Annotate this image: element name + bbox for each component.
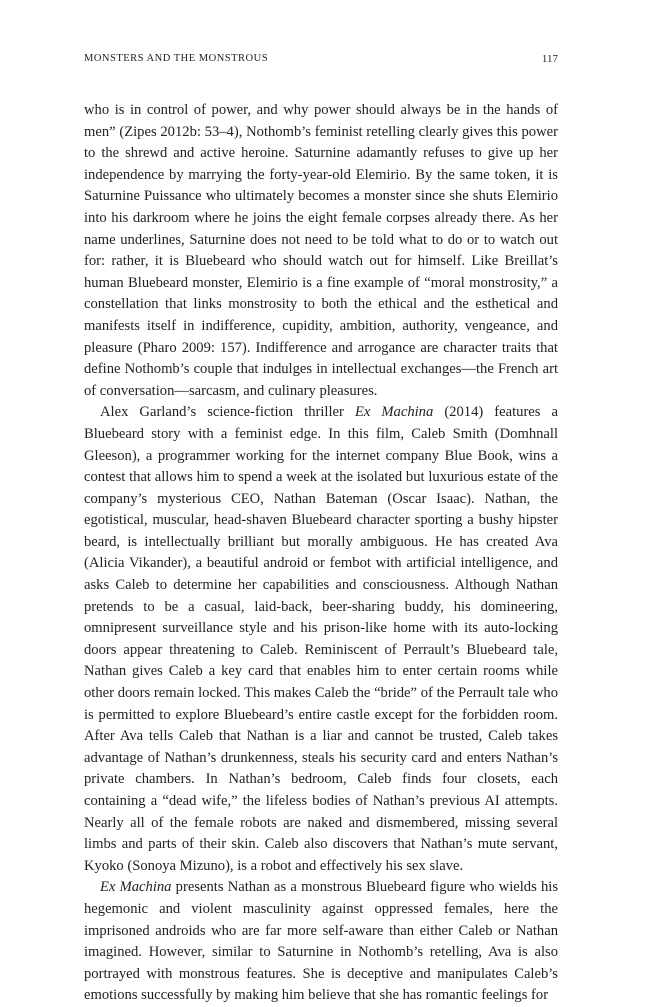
paragraph-2 (84, 402, 558, 877)
paragraph-3-rest: presents Nathan as a monstrous Bluebeard figure who wields his hegemonic and violent masculinity against oppressed females, here the imprisoned androids who are far more self-aware than either Caleb or Nathan imagined. However, similar to Saturnine in Nothomb’s retelling, Ava is also portrayed with monstrous features. She is deceptive and manipulates Caleb’s emotions successfully by making him believe that she has romantic feelings for (84, 879, 559, 1004)
paragraph-2-rest: (2014) features a Bluebeard story with a feminist edge. In this film, Caleb Smith (Domhnall Gleeson), a programmer working for the internet company Blue Book, wins a contest that allows him to spend a week at the isolated but luxurious estate of the company’s mysterious CEO, Nathan Bateman (Oscar Isaac). Nathan, the egotistical, muscular, head-shaven Bluebeard character sporting a bushy hipster beard, is intellectually brilliant but morally ambiguous. He has created Ava (Alicia Vikander), a beautiful android or fembot with artificial intelligence, and asks Caleb to determine her capabilities and consciousness. Although Nathan pretends to be a casual, laid-back, beer-sharing buddy, his domineering, omnipresent surveillance style and his prison-like home with its auto-locking doors appear threatening to Caleb. Reminiscent of Perrault’s Bluebeard tale, Nathan gives Caleb a key card that enables him to enter certain rooms while other doors remain locked. This makes Caleb the “bride” of the Perrault tale who is permitted to explore Bluebeard’s entire castle except for the forbidden room. After Ava tells Caleb that Nathan is a liar and cannot be trusted, Caleb takes advantage of Nathan’s drunkenness, steals his security card and enters Nathan’s private chambers. In Nathan’s bedroom, Caleb finds four closets, each containing a “dead wife,” the lifeless bodies of Nathan’s previous AI attempts. Nearly all of the female robots are naked and dismembered, missing several limbs and parts of their skin. Caleb also discovers that Nathan’s mute servant, Kyoko (Sonoya Mizuno), is a robot and effectively his sex slave. (84, 404, 558, 874)
film-title-italic: Ex Machina (354, 404, 434, 421)
page-number: 117 (541, 53, 558, 65)
film-title-italic: Ex Machina (100, 879, 172, 896)
paragraph-3 (84, 877, 558, 1007)
paragraph-2-lead: Alex Garland’s science-fiction thriller (100, 404, 355, 421)
body-text (84, 100, 558, 1007)
paragraph-1: who is in control of power, and why power should always be in the hands of men” (Zipes 2012b: 53–4), Nothomb’s feminist retelling clearly gives this power to the shrewd and active heroine. Saturnine adamantly refuses to give up her independence by marrying the forty-year-old Elemirio. By the same token, it is Saturnine Puissance who ultimately becomes a monster since she shuts Elemirio into his darkroom where he joins the eight female corpses already there. As her name underlines, Saturnine does not need to be told what to do or to watch out for: rather, it is Bluebeard who should watch out for himself. Like Breillat’s human Bluebeard monster, Elemirio is a fine example of “moral monstrosity,” a constellation that links monstrosity to both the ethical and the esthetical and manifests itself in indifference, cupidity, ambition, authority, vengeance, and pleasure (Pharo 2009: 157). Indifference and arrogance are character traits that define Nothomb’s couple that indulges in intellectual exchanges—the French art of conversation—sarcasm, and culinary pleasures. (84, 102, 558, 399)
running-title: MONSTERS AND THE MONSTROUS (84, 53, 269, 64)
running-header (84, 53, 558, 69)
